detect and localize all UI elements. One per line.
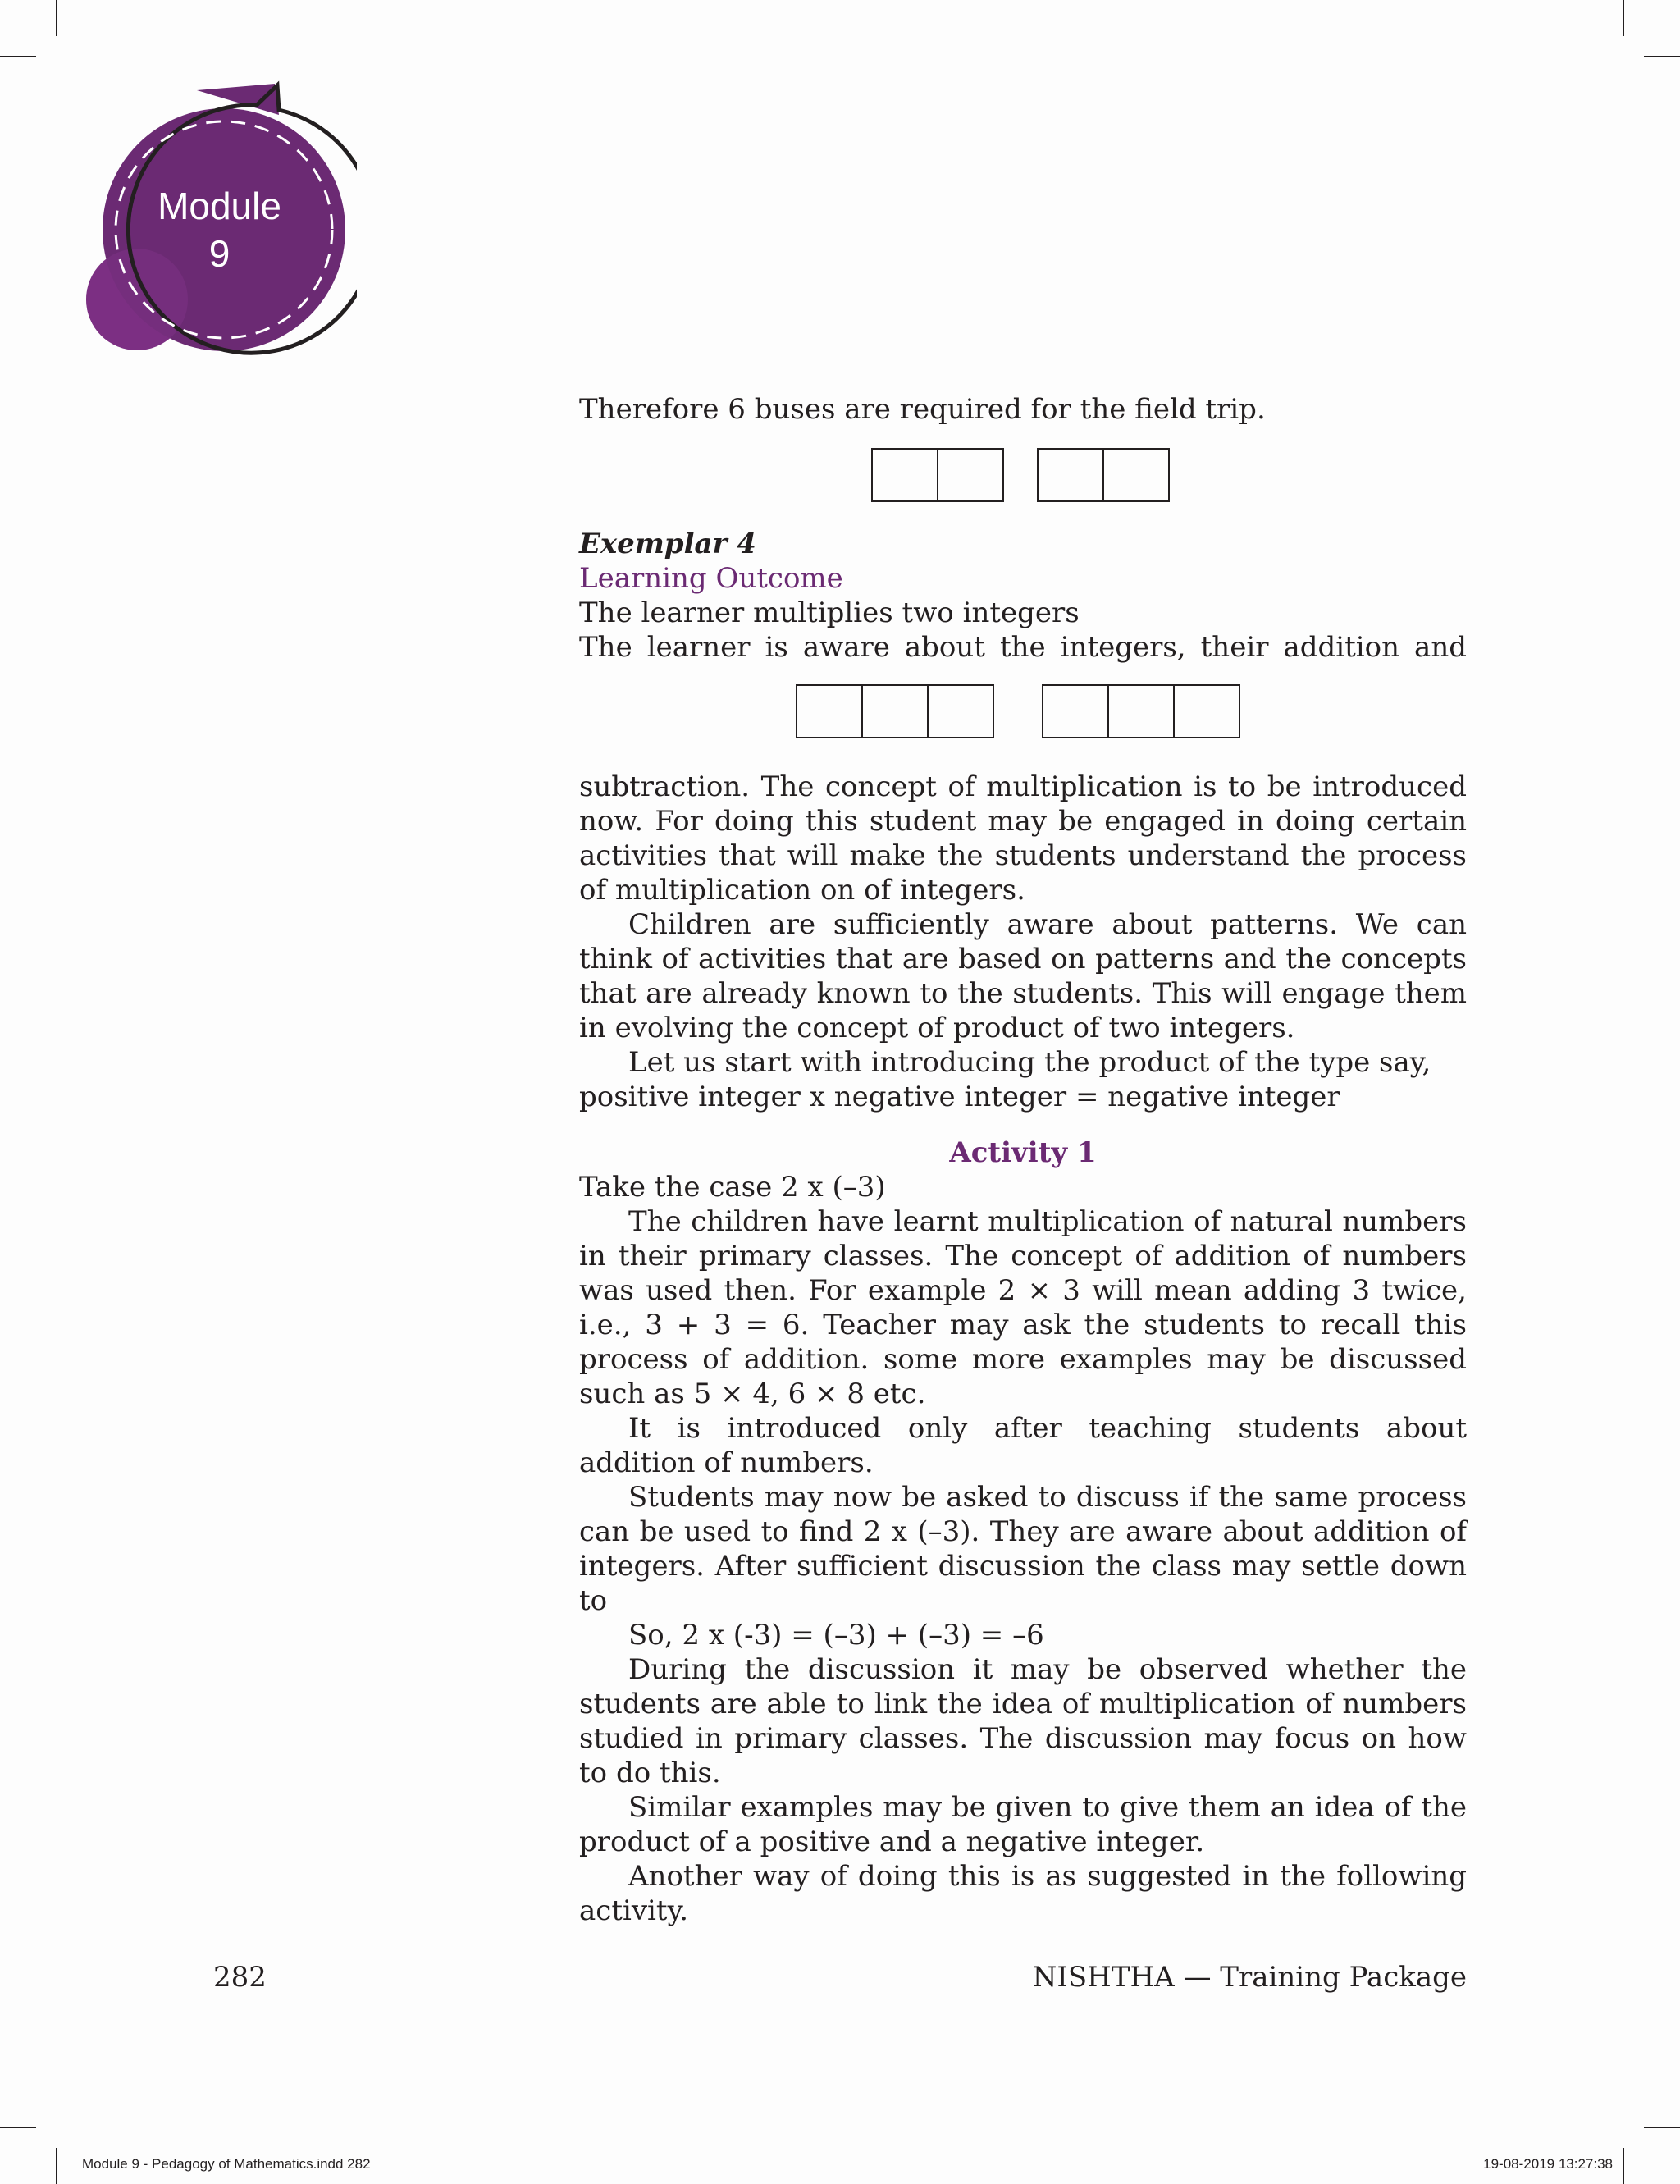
box-group <box>797 684 994 738</box>
box-cell <box>937 448 1004 502</box>
box-group <box>1043 684 1240 738</box>
module-badge-label <box>127 182 312 277</box>
paragraph: It is introduced only after teaching students about addition of numbers. <box>579 1412 1467 1479</box>
box-cell <box>1107 684 1175 738</box>
exemplar-title: Exemplar 4 <box>579 528 756 560</box>
paragraph: Another way of doing this is as suggested in the following activity. <box>579 1860 1467 1927</box>
top-line: Therefore 6 buses are required for the field trip. <box>579 393 1266 426</box>
exemplar-section <box>579 527 1467 665</box>
top-text <box>579 392 1467 427</box>
crop-mark <box>0 2127 36 2128</box>
module-word: Module <box>158 185 281 227</box>
slug-timestamp: 19-08-2019 13:27:38 <box>1483 2156 1613 2172</box>
box-cell <box>1037 448 1104 502</box>
crop-mark <box>1623 2148 1624 2184</box>
crop-mark <box>56 2148 57 2184</box>
crop-mark <box>0 56 36 57</box>
paragraph: Let us start with introducing the product of the type say, <box>628 1046 1431 1079</box>
paragraph: Children are sufficiently aware about patterns. We can think of activities that are based on patterns and the concepts that are already known to the students. This will engage them in evolving the concept of product of two integers. <box>579 908 1467 1044</box>
activity-title: Activity 1 <box>949 1136 1097 1169</box>
paragraph: Take the case 2 x (–3) <box>579 1171 886 1204</box>
page-number: 282 <box>213 1961 267 1994</box>
paragraph: positive integer x negative integer = negative integer <box>579 1081 1340 1113</box>
box-cell <box>1042 684 1109 738</box>
box-cell <box>927 684 994 738</box>
box-group <box>873 448 1004 502</box>
paragraph: Similar examples may be given to give them an idea of the product of a positive and a negative integer. <box>579 1791 1467 1858</box>
running-footer-title: NISHTHA — Training Package <box>1032 1961 1467 1994</box>
box-group <box>1039 448 1170 502</box>
box-cell <box>796 684 863 738</box>
paragraph: The children have learnt multiplication of natural numbers in their primary classes. The concept of addition of numbers was used then. For example 2 × 3 will mean adding 3 twice, i.e., 3 + 3 = 6. Teacher may ask the students to recall this process of addition. some more examples may be discussed such as 5 × 4, 6 × 8 etc. <box>579 1205 1467 1410</box>
learning-outcome-label: Learning Outcome <box>579 562 843 595</box>
crop-mark <box>1644 2127 1680 2128</box>
paragraph: During the discussion it may be observed whether the students are able to link the idea of multiplication of numbers studied in primary classes. The discussion may focus on how to do this. <box>579 1653 1467 1789</box>
outcome-line: The learner is aware about the integers, their addition and <box>579 631 1467 664</box>
crop-mark <box>1623 0 1624 36</box>
body-text <box>579 770 1467 1928</box>
equation: So, 2 x (-3) = (–3) + (–3) = –6 <box>628 1619 1044 1652</box>
box-cell <box>871 448 938 502</box>
box-cell <box>1102 448 1170 502</box>
slug-filename: Module 9 - Pedagogy of Mathematics.indd 282 <box>82 2156 371 2172</box>
paragraph: subtraction. The concept of multiplication is to be introduced now. For doing this student may be engaged in doing certain activities that will make the students understand the process of multiplication on of integers. <box>579 770 1467 907</box>
outcome-line: The learner multiplies two integers <box>579 596 1080 629</box>
crop-mark <box>56 0 57 36</box>
crop-mark <box>1644 56 1680 57</box>
paragraph: Students may now be asked to discuss if the same process can be used to find 2 x (–3). They are aware about addition of integers. After sufficient discussion the class may settle down to <box>579 1481 1467 1617</box>
box-cell <box>861 684 929 738</box>
box-cell <box>1173 684 1240 738</box>
module-number: 9 <box>208 232 231 275</box>
